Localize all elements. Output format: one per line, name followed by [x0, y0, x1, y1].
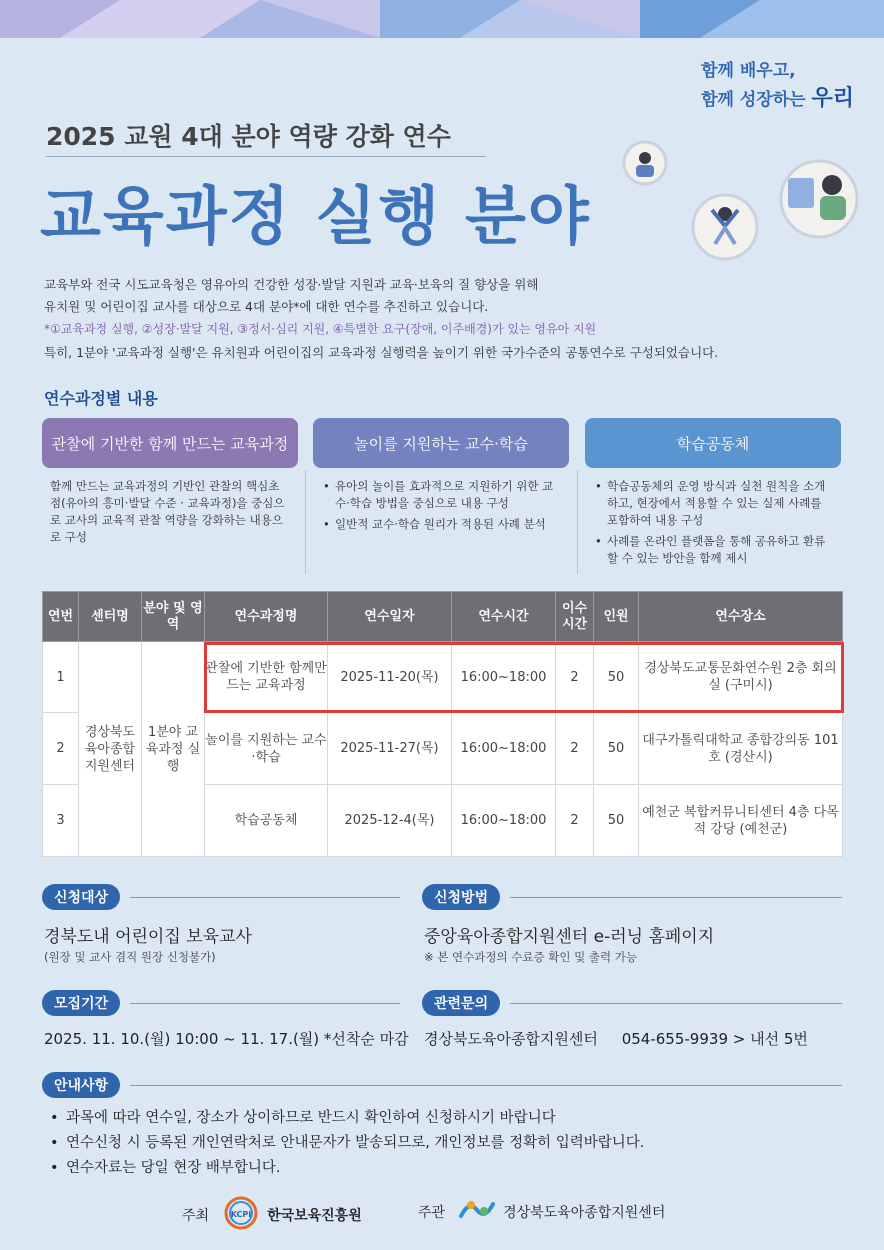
recruit-period-label: 모집기간: [42, 990, 120, 1016]
inquiry-text: 경상북도육아종합지원센터 054-655-9939 > 내선 5번: [424, 1030, 808, 1048]
footer-host: [182, 1196, 362, 1234]
cell-time: 16:00~18:00: [452, 713, 556, 785]
column-header: 연수과정명: [205, 592, 328, 642]
cell-place: 경상북도교통문화연수원 2층 회의실 (구미시): [639, 642, 843, 713]
apply-target-note: (원장 및 교사 겸직 원장 신청불가): [44, 950, 216, 964]
table-header-row: [43, 592, 843, 642]
cell-time: 16:00~18:00: [452, 642, 556, 713]
column-header: 센터명: [79, 592, 142, 642]
column-header: 이수 시간: [556, 592, 594, 642]
apply-target-text: 경북도내 어린이집 보육교사: [44, 927, 252, 947]
column-header: 인원: [594, 592, 639, 642]
cell-date: 2025-11-20(목): [328, 642, 452, 713]
page-subtitle: 2025 교원 4대 분야 역량 강화 연수: [46, 122, 451, 151]
cell-course: 관찰에 기반한 함께만드는 교육과정: [205, 642, 328, 713]
host-org: 한국보육진흥원: [267, 1208, 362, 1224]
kcpi-logo-text: KCPI: [230, 1210, 252, 1219]
intro-line-1: 교육부와 전국 시도교육청은 영유아의 건강한 성장·발달 지원과 교육·보육의 질 향상을 위해: [44, 277, 539, 292]
intro-line-3: 특히, 1분야 '교육과정 실행'은 유치원과 어린이집의 교육과정 실행력을 높이기 위한 국가수준의 공통연수로 구성되었습니다.: [44, 345, 719, 360]
list-item: • 일반적 교수·학습 원리가 적용된 사례 분석: [321, 516, 559, 533]
list-item: • 연수신청 시 등록된 개인연락처로 안내문자가 발송되므로, 개인정보를 정확히 입력바랍니다.: [48, 1131, 644, 1156]
list-item: • 사례를 온라인 플랫폼을 통해 공유하고 환류할 수 있는 방안을 함께 제시: [593, 533, 831, 567]
card-divider: [305, 470, 306, 574]
column-header: 연수시간: [452, 592, 556, 642]
organizer-label: 주관: [418, 1205, 446, 1221]
list-item: • 연수자료는 당일 현장 배부합니다.: [48, 1156, 644, 1181]
teachers-illustration: [600, 140, 870, 270]
slogan: [701, 58, 854, 114]
slogan-line-2: [701, 85, 854, 114]
schedule-table: [42, 591, 843, 857]
column-header: 연번: [43, 592, 79, 642]
course-card-title: 관찰에 기반한 함께 만드는 교육과정: [42, 418, 298, 468]
kcpi-logo-icon: [221, 1196, 261, 1234]
course-card-list: [321, 478, 559, 533]
label-rule: [130, 1085, 842, 1086]
cell-time: 16:00~18:00: [452, 785, 556, 857]
apply-method-text: 중앙육아종합지원센터 e-러닝 홈페이지: [424, 927, 715, 947]
cell-hours: 2: [556, 713, 594, 785]
table-row: [43, 642, 843, 713]
course-card-observation: [42, 418, 298, 593]
course-card-title: 학습공동체: [585, 418, 841, 468]
organizer-logo-icon: [457, 1196, 497, 1228]
course-card-text: 함께 만드는 교육과정의 기반인 관찰의 핵심초점(유아의 흥미·발달 수준 · 교육과정)을 중심으로 교사의 교육적 관찰 역량을 강화하는 내용으로 구성: [50, 479, 285, 544]
label-rule: [130, 1003, 400, 1004]
apply-target-label: 신청대상: [42, 884, 120, 910]
cell-date: 2025-11-27(목): [328, 713, 452, 785]
column-header: 연수일자: [328, 592, 452, 642]
label-rule: [510, 897, 842, 898]
host-label: 주최: [182, 1208, 210, 1224]
cell-no: 2: [43, 713, 79, 785]
cell-date: 2025-12-4(목): [328, 785, 452, 857]
slogan-emphasis: 우리: [811, 86, 854, 111]
cell-people: 50: [594, 642, 639, 713]
course-card-body: [313, 468, 569, 593]
slogan-line-2-text: 함께 성장하는: [701, 90, 812, 110]
intro-line-2: 유치원 및 어린이집 교사를 대상으로 4대 분야*에 대한 연수를 추진하고 있습니다.: [44, 299, 489, 314]
cell-hours: 2: [556, 785, 594, 857]
course-card-list: [593, 478, 831, 567]
courses-heading: 연수과정별 내용: [44, 389, 158, 408]
page-title: 교육과정 실행 분야: [40, 180, 591, 253]
course-card-play-support: [313, 418, 569, 593]
subtitle-divider: [46, 156, 486, 157]
intro-footnote: *①교육과정 실행, ②성장·발달 지원, ③정서·심리 지원, ④특별한 요구(장애, 이주배경)가 있는 영유아 지원: [44, 322, 597, 336]
cell-people: 50: [594, 785, 639, 857]
list-item: • 과목에 따라 연수일, 장소가 상이하므로 반드시 확인하여 신청하시기 바랍니다: [48, 1106, 644, 1131]
footer-organizer: [418, 1196, 665, 1228]
recruit-period-text: 2025. 11. 10.(월) 10:00 ~ 11. 17.(월) *선착순 마감: [44, 1030, 409, 1048]
column-header: 분야 및 영역: [142, 592, 205, 642]
top-decorative-band: [0, 0, 884, 38]
cell-field: 1분야 교육과정 실행: [142, 642, 205, 857]
cell-people: 50: [594, 713, 639, 785]
cell-center: 경상북도 육아종합 지원센터: [79, 642, 142, 857]
slogan-line-1: 함께 배우고,: [701, 61, 796, 81]
card-divider: [577, 470, 578, 574]
cell-hours: 2: [556, 642, 594, 713]
apply-method-note: ※ 본 연수과정의 수료증 확인 및 출력 가능: [424, 950, 637, 964]
course-card-title: 놀이를 지원하는 교수·학습: [313, 418, 569, 468]
cell-place: 예천군 복합커뮤니티센터 4층 다목적 강당 (예천군): [639, 785, 843, 857]
cell-no: 3: [43, 785, 79, 857]
column-header: 연수장소: [639, 592, 843, 642]
course-card-body: [585, 468, 841, 593]
cell-course: 놀이를 지원하는 교수·학습: [205, 713, 328, 785]
cell-place: 대구가톨릭대학교 종합강의동 101호 (경산시): [639, 713, 843, 785]
organizer-org: 경상북도육아종합지원센터: [503, 1205, 666, 1221]
list-item: • 학습공동체의 운영 방식과 실천 원칙을 소개하고, 현장에서 적용할 수 있는 실제 사례를 포함하여 내용 구성: [593, 478, 831, 529]
label-rule: [130, 897, 400, 898]
notice-label: 안내사항: [42, 1072, 120, 1098]
list-item: • 유아의 놀이를 효과적으로 지원하기 위한 교수·학습 방법을 중심으로 내용 구성: [321, 478, 559, 512]
intro-text: [44, 274, 844, 364]
cell-course: 학습공동체: [205, 785, 328, 857]
cell-no: 1: [43, 642, 79, 713]
label-rule: [510, 1003, 842, 1004]
course-card-learning-community: [585, 418, 841, 593]
apply-method-label: 신청방법: [422, 884, 500, 910]
inquiry-label: 관련문의: [422, 990, 500, 1016]
notice-list: [48, 1106, 644, 1181]
